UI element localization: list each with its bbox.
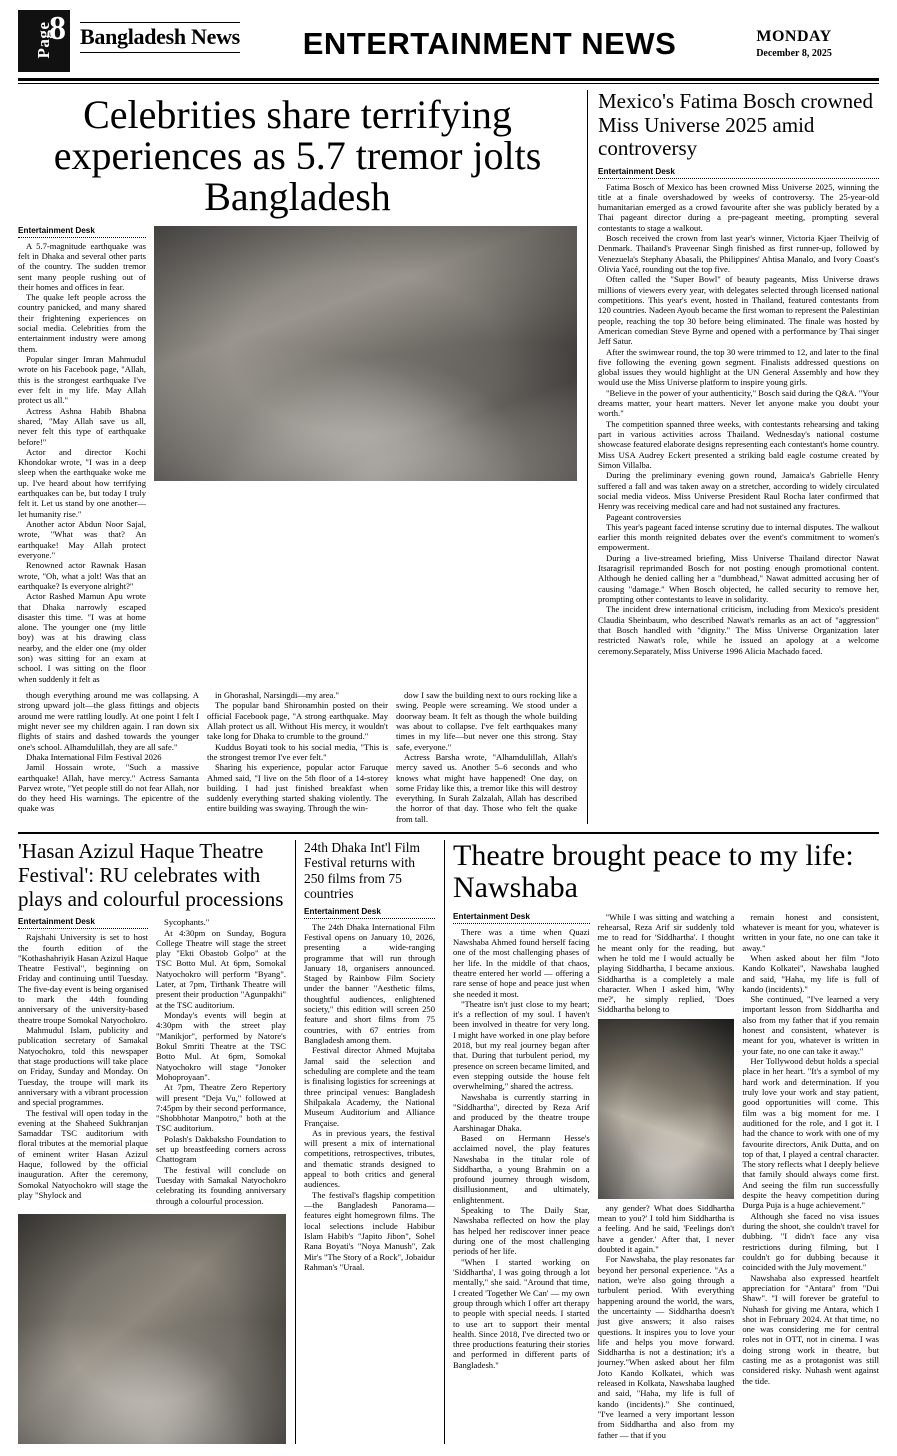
- paragraph: in Ghorashal, Narsingdi—my area.": [215, 690, 340, 700]
- paragraph: Renowned actor Rawnak Hasan wrote, "Oh, what a jolt! Was that an earthquake? Is everyone alright?": [18, 560, 146, 591]
- paragraph: For Nawshaba, the play resonates far beyond her personal experience. "As a nation, we're also going through a turbulent period. With everything happening around the world, the wars, the uncertainty — Siddhartha doesn't just give answers; it also raises questions. It inspires you to love your life and helps you move forward. Siddhartha is not a destination; it's a journey."When asked about her film Joto Kando Kolkatei, which was released in Kolkata, Nawshaba laughed and said, "Haha, my life is full of kando (incidents)." She continued, "I've learned a very important lesson from Siddhartha and also from my father — that if you: [597, 1254, 735, 1440]
- nawshaba-headline: Theatre brought peace to my life: Nawshaba: [453, 839, 854, 904]
- lead-bottom-columns: [18, 690, 577, 824]
- paragraph: Sycophants.": [164, 917, 210, 928]
- paragraph: The competition spanned three weeks, with contestants rehearsing and taking part in various activities across Thailand. Wednesday's national costume showcase featured elaborate designs representing each contestant's home country. Miss USA Audrey Eckert presented a striking bald eagle costume created by Simon Villalba.: [598, 418, 879, 470]
- lead-column-4: [396, 690, 577, 824]
- paragraph: During a live-streamed briefing, Miss Universe Thailand director Nawat Itsaragrisil reprimanded Bosch for not posting enough promotional content. Although he denied calling her a "dumbhead," Nawat admitted accusing her of causing "damage." When Bosch objected, he called security to remove her, prompting other contestants to leave in solidarity.: [598, 552, 879, 605]
- byline: Entertainment Desk: [453, 912, 590, 924]
- paragraph: remain honest and consistent, whatever is meant for you, whatever is written in your fate, no one can take it away.": [742, 911, 880, 953]
- paragraph: Actress Barsha wrote, "Alhamdulillah, Allah's mercy saved us. Another 5–6 seconds and who knows what might have happened! One day, on some Friday like this, a tremor like this will destroy everything. In Surah Zalzalah, Allah has described the horror of that day. Those who felt the quake from tall.: [396, 751, 577, 824]
- lower-section: [18, 840, 879, 1444]
- paragraph: The festival's flagship competition—the Bangladesh Panorama—features eight homegrown films. The local selections include Habibur Islam Habib's "Japito Jibon", Sohel Rana Boyati's "Noya Manush", Zak Mir's "The Story of a Rock", Jobaidur Rahman's "Uraal.: [304, 1189, 435, 1272]
- byline: Entertainment Desk: [598, 167, 879, 179]
- paragraph: Mahmudul Islam, publicity and publication secretary of Samakal Natyochokro, told this newspaper that stage productions will take place on Friday, Sunday and Monday. On Tuesday, the troupe will mark its anniversary with a vibrant procession and special programmes.: [18, 1025, 148, 1108]
- photo-vignette: [598, 1019, 735, 1199]
- paragraph: Based on Hermann Hesse's acclaimed novel, the play features Nawshaba in the titular role of Siddhartha, a young Brahmin on a profound journey through wisdom, disillusionment, and ultimately, enlightenment.: [453, 1132, 590, 1205]
- paragraph: Another actor Abdun Noor Sajal, wrote, "What was that? An earthquake! May Allah protect everyone.": [18, 519, 146, 560]
- byline: Entertainment Desk: [18, 917, 148, 929]
- paragraph: Fatima Bosch of Mexico has been crowned Miss Universe 2025, winning the title at a finale overshadowed by weeks of controversy. The 25-year-old humanitarian emerged as a crowd favourite after she was publicly berated by a Thai pageant director during a pre-pageant meeting, prompting several contestants to stage a walkout.: [598, 181, 879, 233]
- paragraph: "Theatre isn't just close to my heart; it's a reflection of my soul. I haven't been involved in theatre for very long. I might have worked in one play before 2018, but my real journey began after that. During that turbulent period, my presence on screen became limited, and even stepping outside the house felt overwhelming," shared the actress.: [453, 998, 590, 1092]
- paragraph: After the swimwear round, the top 30 were trimmed to 12, and later to the final five following the evening gown segment. Finalists addressed questions on global issues they would highlight at the UN General Assembly and how they would use the Miss Universe platform to inspire young girls.: [598, 346, 879, 388]
- ru-festival-column-2: [156, 917, 286, 1206]
- section-divider: [18, 832, 879, 834]
- paragraph: Popular singer Imran Mahmudul wrote on his Facebook page, "Allah, this is the strongest earthquake I've ever felt in my life. May Allah protect us all.": [18, 354, 146, 406]
- top-section: [18, 90, 879, 824]
- paragraph: Festival director Ahmed Mujtaba Jamal said the selection and scheduling are complete and the team is finalising logistics for screenings at three principal venues: Bangladesh Shilpakala Academy, the National Museum Auditorium and Alliance Française.: [304, 1045, 435, 1128]
- paragraph: Nawshaba also expressed heartfelt appreciation for "Antara" from "Dui Shaw". "I will forever be grateful to Nuhash for giving me Antara, which I shot in February 2024. At that time, no one was considering me for central roles not in OTT, not in cinema. I was doing strong work in theatre, but casting me as a protagonist was still considered risky. Nuhash went against the tide.: [742, 1272, 880, 1386]
- paragraph: As in previous years, the festival will present a mix of international competitions, retrospectives, tributes, and thematic strands designed to appeal to both critics and general audiences.: [304, 1127, 435, 1190]
- dhaka-film-festival-article: [295, 840, 435, 1444]
- paragraph: Speaking to The Daily Star, Nawshaba reflected on how the play has helped her rediscover inner peace during one of the most challenging periods of her life.: [453, 1205, 590, 1257]
- paragraph: During the preliminary evening gown round, Jamaica's Gabrielle Henry suffered a fall and was taken away on a stretcher, according to widely circulated social media videos. Miss Universe President Raul Rocha later confirmed that Henry was receiving medical care and had not sustained any fractures.: [598, 470, 879, 512]
- page-number: 8: [49, 10, 66, 47]
- paragraph: The 24th Dhaka International Film Festival opens on January 10, 2026, presenting a wide-ranging programme that will run through January 18, organisers announced. Staged by Rainbow Film Society under the banner "Aesthetic films, thoughtful audiences, enlightened society," this edition will screen 250 feature and short films from 75 countries, with 67 entries from Bangladesh among them.: [304, 921, 435, 1045]
- paragraph: Actress Ashna Habib Bhabna shared, "May Allah save us all, never felt this type of earthquake before!": [18, 405, 146, 447]
- byline: Entertainment Desk: [18, 226, 146, 238]
- paragraph: any gender? What does Siddhartha mean to you?' I told him Siddhartha is a feeling. And he said, 'Feelings don't have a gender.' After that, I never doubted it again.": [597, 1202, 735, 1255]
- byline: Entertainment Desk: [304, 907, 435, 919]
- nawshaba-column-3: [742, 912, 879, 1440]
- ru-festival-article: [18, 840, 286, 1444]
- paragraph: Actor and director Kochi Khondokar wrote, "I was in a deep sleep when the earthquake woke me up. I've heard about how terrifying earthquakes can be, but today I truly felt it. Let us stand by one another—let humanity rise.": [18, 446, 146, 519]
- brand-name: Bangladesh News: [80, 22, 240, 53]
- day-of-week: MONDAY: [756, 28, 832, 45]
- paragraph: The quake left people across the country panicked, and many shared their frightening experiences on social media. Celebrities from the entertainment industry were among them.: [18, 292, 146, 354]
- lead-photo-container: [154, 226, 577, 684]
- miss-universe-article: [587, 90, 879, 824]
- ru-festival-column-1: [18, 917, 148, 1206]
- paragraph: Jamil Hossain wrote, "Such a massive earthquake! Allah, have mercy." Actress Samanta Parvez wrote, "Yet people still do not fear Allah, nor do they heed His warnings. The epicentre of the quake was: [18, 762, 199, 814]
- photo-vignette: [154, 226, 577, 481]
- paragraph: A 5.7-magnitude earthquake was felt in Dhaka and several other parts of the country. The sudden tremor sent many people rushing out of their homes and offices in fear.: [18, 240, 146, 292]
- paragraph: Often called the "Super Bowl" of beauty pageants, Miss Universe draws millions of viewers every year, with delegates selected through licensed national competitions. This year's event, hosted in Thailand, featured contestants from 120 countries. Nadeen Ayoub became the first woman to represent the Palestinian people, reaching the top 30 before being eliminated. The finale was hosted by American comedian Steve Byrne and opened with a performance by Thai singer Jeff Satur.: [598, 274, 879, 347]
- paragraph: The incident drew international criticism, including from Mexico's president Claudia Sheinbaum, who described Nawat's remarks as an act of "aggression" that Bosch handled with "dignity." The Miss Universe Organization later restricted Nawat's role, while he issued an apology at a welcome ceremony.Separately, Miss Universe 1996 Alicia Machado faced.: [598, 604, 879, 656]
- paragraph: "When I started working on 'Siddhartha', I was going through a lot mentally," she said. "Around that time, I created 'Together We Can' — my own group through which I offer art therapy to people with special needs. I started to use art to support their mental health. Since 2018, I've directed two or three productions featuring their stories and performed in different parts of Bangladesh.": [453, 1256, 590, 1370]
- paragraph: At 4:30pm on Sunday, Bogura College Theatre will stage the street play "Ekti Obastob Golpo" at the TSC Botto Mul. At 6pm, Somokal Natyochokro will perform "Byang". Later, at 7pm, Tirthank Theatre will present their production "Agunpakhi" at the TSC auditorium.: [156, 927, 286, 1010]
- nawshaba-article: [444, 840, 879, 1444]
- paragraph: At 7pm, Theatre Zero Repertory will present "Deja Vu," followed at 7:45pm by their second performance, "Shobbhotar Manpotro," both at the TSC auditorium.: [156, 1082, 286, 1134]
- section-title: ENTERTAINMENT NEWS: [302, 26, 677, 61]
- ru-festival-photo: [18, 1214, 286, 1444]
- paragraph: though everything around me was collapsing. A strong upward jolt—the glass fittings and objects around me were rattling loudly. At one point I felt I might never see my children again. I ran down six flights of stairs and dashed towards the younger one's school. Alhamdulillah, they are all safe.": [18, 690, 199, 752]
- paragraph: Dhaka International Film Festival 2026: [26, 751, 162, 762]
- publication-date: December 8, 2025: [756, 48, 832, 59]
- lead-column-3: [207, 690, 388, 824]
- paragraph: The festival will open today in the evening at the Shaheed Sukhranjan Samaddar TSC auditorium with floral tributes at the memorial plaque of eminent writer Hasan Azizul Haque, followed by the official inauguration. After the ceremony, Somokal Natyochokro will stage the play "Shylock and: [18, 1107, 148, 1201]
- date-block: [709, 10, 879, 59]
- paragraph: When asked about her film "Joto Kando Kolkatei", Nawshaba laughed and said, "Haha, my life is full of kando (incidents).": [742, 952, 880, 994]
- nawshaba-column-2: [598, 912, 735, 1440]
- nawshaba-columns: [453, 912, 879, 1440]
- paragraph: Her Tollywood debut holds a special place in her heart. "It's a symbol of my hard work and determination. If you truly love your work and stay patient, good opportunities will come. This film was a big moment for me. I auditioned for the role, and I got it. I had the chance to work with one of my favourite directors, Anik Dutta, and on top of that, I played a central character. The story reflects what I deeply believe that family should always come first. And seeing the film run successfully despite the heavy competition during Durga Puja is a huge achievement.": [742, 1056, 880, 1211]
- lead-top-columns: [18, 226, 577, 684]
- paragraph: Kuddus Boyati took to his social media, "This is the strongest tremor I've ever felt.": [207, 741, 388, 762]
- nawshaba-column-1: [453, 912, 590, 1440]
- paragraph: Monday's events will begin at 4:30pm with the street play "Manikjor", performed by Natore's Bokul Smriti Theatre at the TSC Botto Mul. At 6pm, Somokal Natyochokro will stage "Jonoker Mohoproyaan".: [156, 1010, 286, 1082]
- masthead-rule-thin: [18, 83, 879, 84]
- paragraph: Sharing his experience, popular actor Faruque Ahmed said, "I live on the 5th floor of a 14-storey building. I had just finished breakfast when suddenly everything started shaking violently. The entire building was swaying. Through the win-: [207, 762, 388, 814]
- ru-festival-headline: 'Hasan Azizul Haque Theatre Festival': RU celebrates with plays and colourful processions: [18, 839, 284, 911]
- miss-universe-headline: Mexico's Fatima Bosch crowned Miss Universe 2025 amid controversy: [598, 89, 873, 161]
- dhaka-film-festival-headline: 24th Dhaka Int'l Film Festival returns with 250 films from 75 countries: [304, 840, 421, 902]
- page-number-tab: [18, 10, 70, 72]
- lead-column-1: [18, 226, 146, 684]
- paragraph: There was a time when Quazi Nawshaba Ahmed found herself facing one of the most challenging phases of her life. In the middle of that chaos, theatre entered her world — offering a rare sense of hope and peace just when she needed it most.: [453, 926, 590, 999]
- paragraph: The festival will conclude on Tuesday with Samakal Natyochokro celebrating its founding anniversary through a colourful procession.: [156, 1164, 286, 1206]
- masthead-rule: [18, 78, 879, 81]
- paragraph: She continued, "I've learned a very important lesson from Siddhartha and also from my father that if you remain honest and consistent, whatever is meant for you, whatever is written in your fate, no one can take it away.": [742, 994, 880, 1056]
- page-label: Page: [34, 21, 53, 59]
- paragraph: Polash's Dakbaksho Foundation to set up breastfeeding corners across Chattogram: [156, 1133, 286, 1165]
- paragraph: dow I saw the building next to ours rocking like a swing. People were screaming. We stood under a doorway beam. It felt as though the whole building was about to collapse. I've felt earthquakes many times in my life—but never one this strong. Stay safe, everyone.": [396, 690, 577, 752]
- paragraph: Rajshahi University is set to host the fourth edition of the "Kothashahriyik Hasan Azizul Haque Theatre Festival", beginning on Friday and continuing until Tuesday. The five-day event is being organised to mark the 44th founding anniversary of the university-based theatre troupe Somokal Natyochokro.: [18, 932, 148, 1025]
- paragraph: Although she faced no visa issues during the shoot, she couldn't travel for dubbing. "I didn't face any visa restrictions during filming, but I couldn't go for dubbing because it coincided with the July movement.": [742, 1210, 880, 1273]
- paragraph: Bosch received the crown from last year's winner, Victoria Kjaer Theilvig of Denmark. Thailand's Praveenar Singh finished as first runner-up, followed by Venezuela's Stephany Abasali, the Philippines' Ahtisa Manalo, and Ivory Coast's Olivia Yacé, rounding out the top five.: [598, 233, 879, 275]
- ru-festival-columns: [18, 917, 286, 1206]
- lead-photo: [154, 226, 577, 481]
- paragraph: Actor Rashed Mamun Apu wrote that Dhaka narrowly escaped disaster this time. "I was at home alone. The younger one (my little boy) was at his drawing class nearby, and the elder one (my older son) was sitting for an exam at school. I was sitting on the floor when suddenly it felt as: [18, 591, 146, 684]
- paragraph: The popular band Shironamhin posted on their official Facebook page, "A strong earthquake. May Allah protect us all. Without His mercy, it wouldn't take long for Dhaka to crumble to the ground.": [207, 700, 388, 742]
- lead-article: [18, 90, 587, 824]
- lead-headline: Celebrities share terrifying experiences as 5.7 tremor jolts Bangladesh: [53, 92, 542, 220]
- paragraph: "While I was sitting and watching a rehearsal, Reza Arif sir suddenly told me to read for 'Siddhartha'. I thought he meant only for the reading, but when he told me I would actually be playing Siddhartha, I became anxious. Siddhartha is a completely a male character. When I asked him, 'Why me?', he simply replied, 'Does Siddhartha belong to: [597, 911, 735, 1015]
- lead-column-2: [18, 690, 199, 824]
- paragraph: "Believe in the power of your authenticity," Bosch said during the Q&A. "Your dreams matter, your heart matters. Never let anyone make you doubt your worth.": [598, 387, 879, 419]
- photo-vignette: [18, 1214, 286, 1444]
- nawshaba-photo: [598, 1019, 735, 1199]
- masthead: [18, 10, 879, 76]
- paragraph: This year's pageant faced intense scrutiny due to internal disputes. The walkout earlier this month reignited debates over the event's commitment to women's empowerment.: [598, 521, 879, 553]
- subheading: Pageant controversies: [606, 511, 682, 522]
- brand-block: [80, 10, 270, 53]
- paragraph: Nawshaba is currently starring in "Siddhartha", directed by Reza Arif and produced by the theatre troupe Aarshinagar Dhaka.: [453, 1091, 590, 1133]
